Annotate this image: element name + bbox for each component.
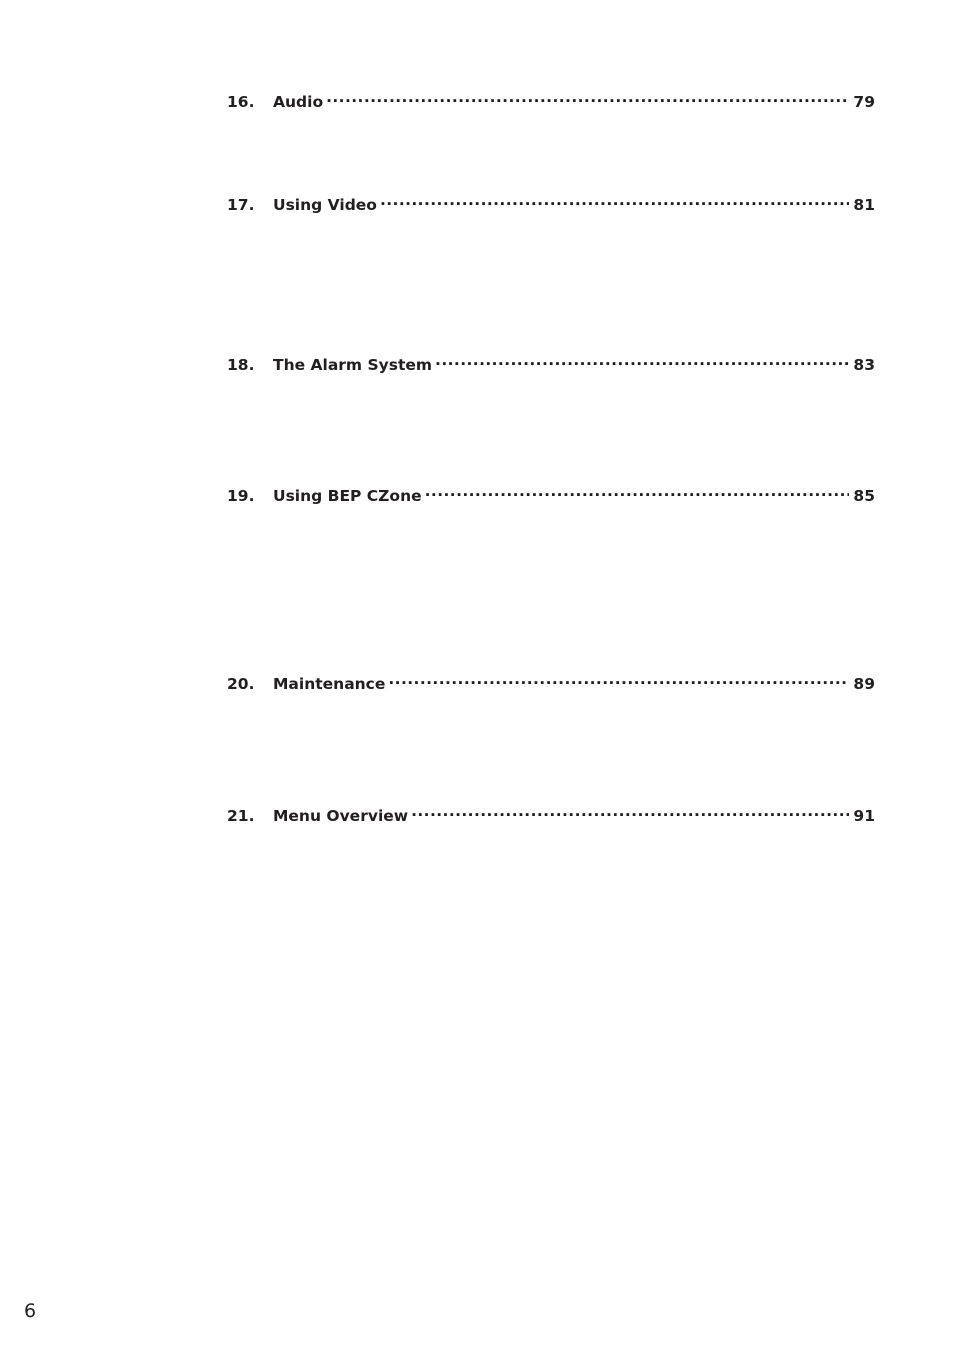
toc-entry-number: 21. xyxy=(227,807,255,825)
toc-dot-leader xyxy=(380,190,849,210)
page-number: 6 xyxy=(24,1300,37,1322)
toc-entry-page: 85 xyxy=(853,487,875,505)
toc-entry-title: Using BEP CZone xyxy=(273,487,422,505)
toc-entry-title: The Alarm System xyxy=(273,356,433,374)
toc-entry-title: Maintenance xyxy=(273,675,386,693)
toc-dot-leader xyxy=(435,350,849,370)
toc-entry-using-bep-czone[interactable] xyxy=(227,481,875,506)
toc-entry-number: 19. xyxy=(227,487,255,505)
toc-entry-title: Using Video xyxy=(273,196,377,214)
toc-dot-leader xyxy=(425,481,850,501)
toc-entry-audio[interactable] xyxy=(227,87,875,112)
toc-dot-leader xyxy=(411,801,849,821)
toc-entry-number: 16. xyxy=(227,93,255,111)
toc-entry-page: 89 xyxy=(853,675,875,693)
toc-entry-number: 17. xyxy=(227,196,255,214)
toc-entry-alarm-system[interactable] xyxy=(227,350,875,375)
toc-entry-title: Audio xyxy=(273,93,324,111)
toc-entry-menu-overview[interactable] xyxy=(227,801,875,826)
toc-dot-leader xyxy=(388,669,849,689)
toc-dot-leader xyxy=(326,87,849,107)
toc-entry-number: 18. xyxy=(227,356,255,374)
toc-entry-using-video[interactable] xyxy=(227,190,875,215)
toc-entry-title: Menu Overview xyxy=(273,807,409,825)
toc-entry-page: 91 xyxy=(853,807,875,825)
toc-entry-maintenance[interactable] xyxy=(227,669,875,694)
toc-entry-number: 20. xyxy=(227,675,255,693)
toc-entry-page: 83 xyxy=(853,356,875,374)
toc-entry-page: 81 xyxy=(853,196,875,214)
toc-entry-page: 79 xyxy=(853,93,875,111)
